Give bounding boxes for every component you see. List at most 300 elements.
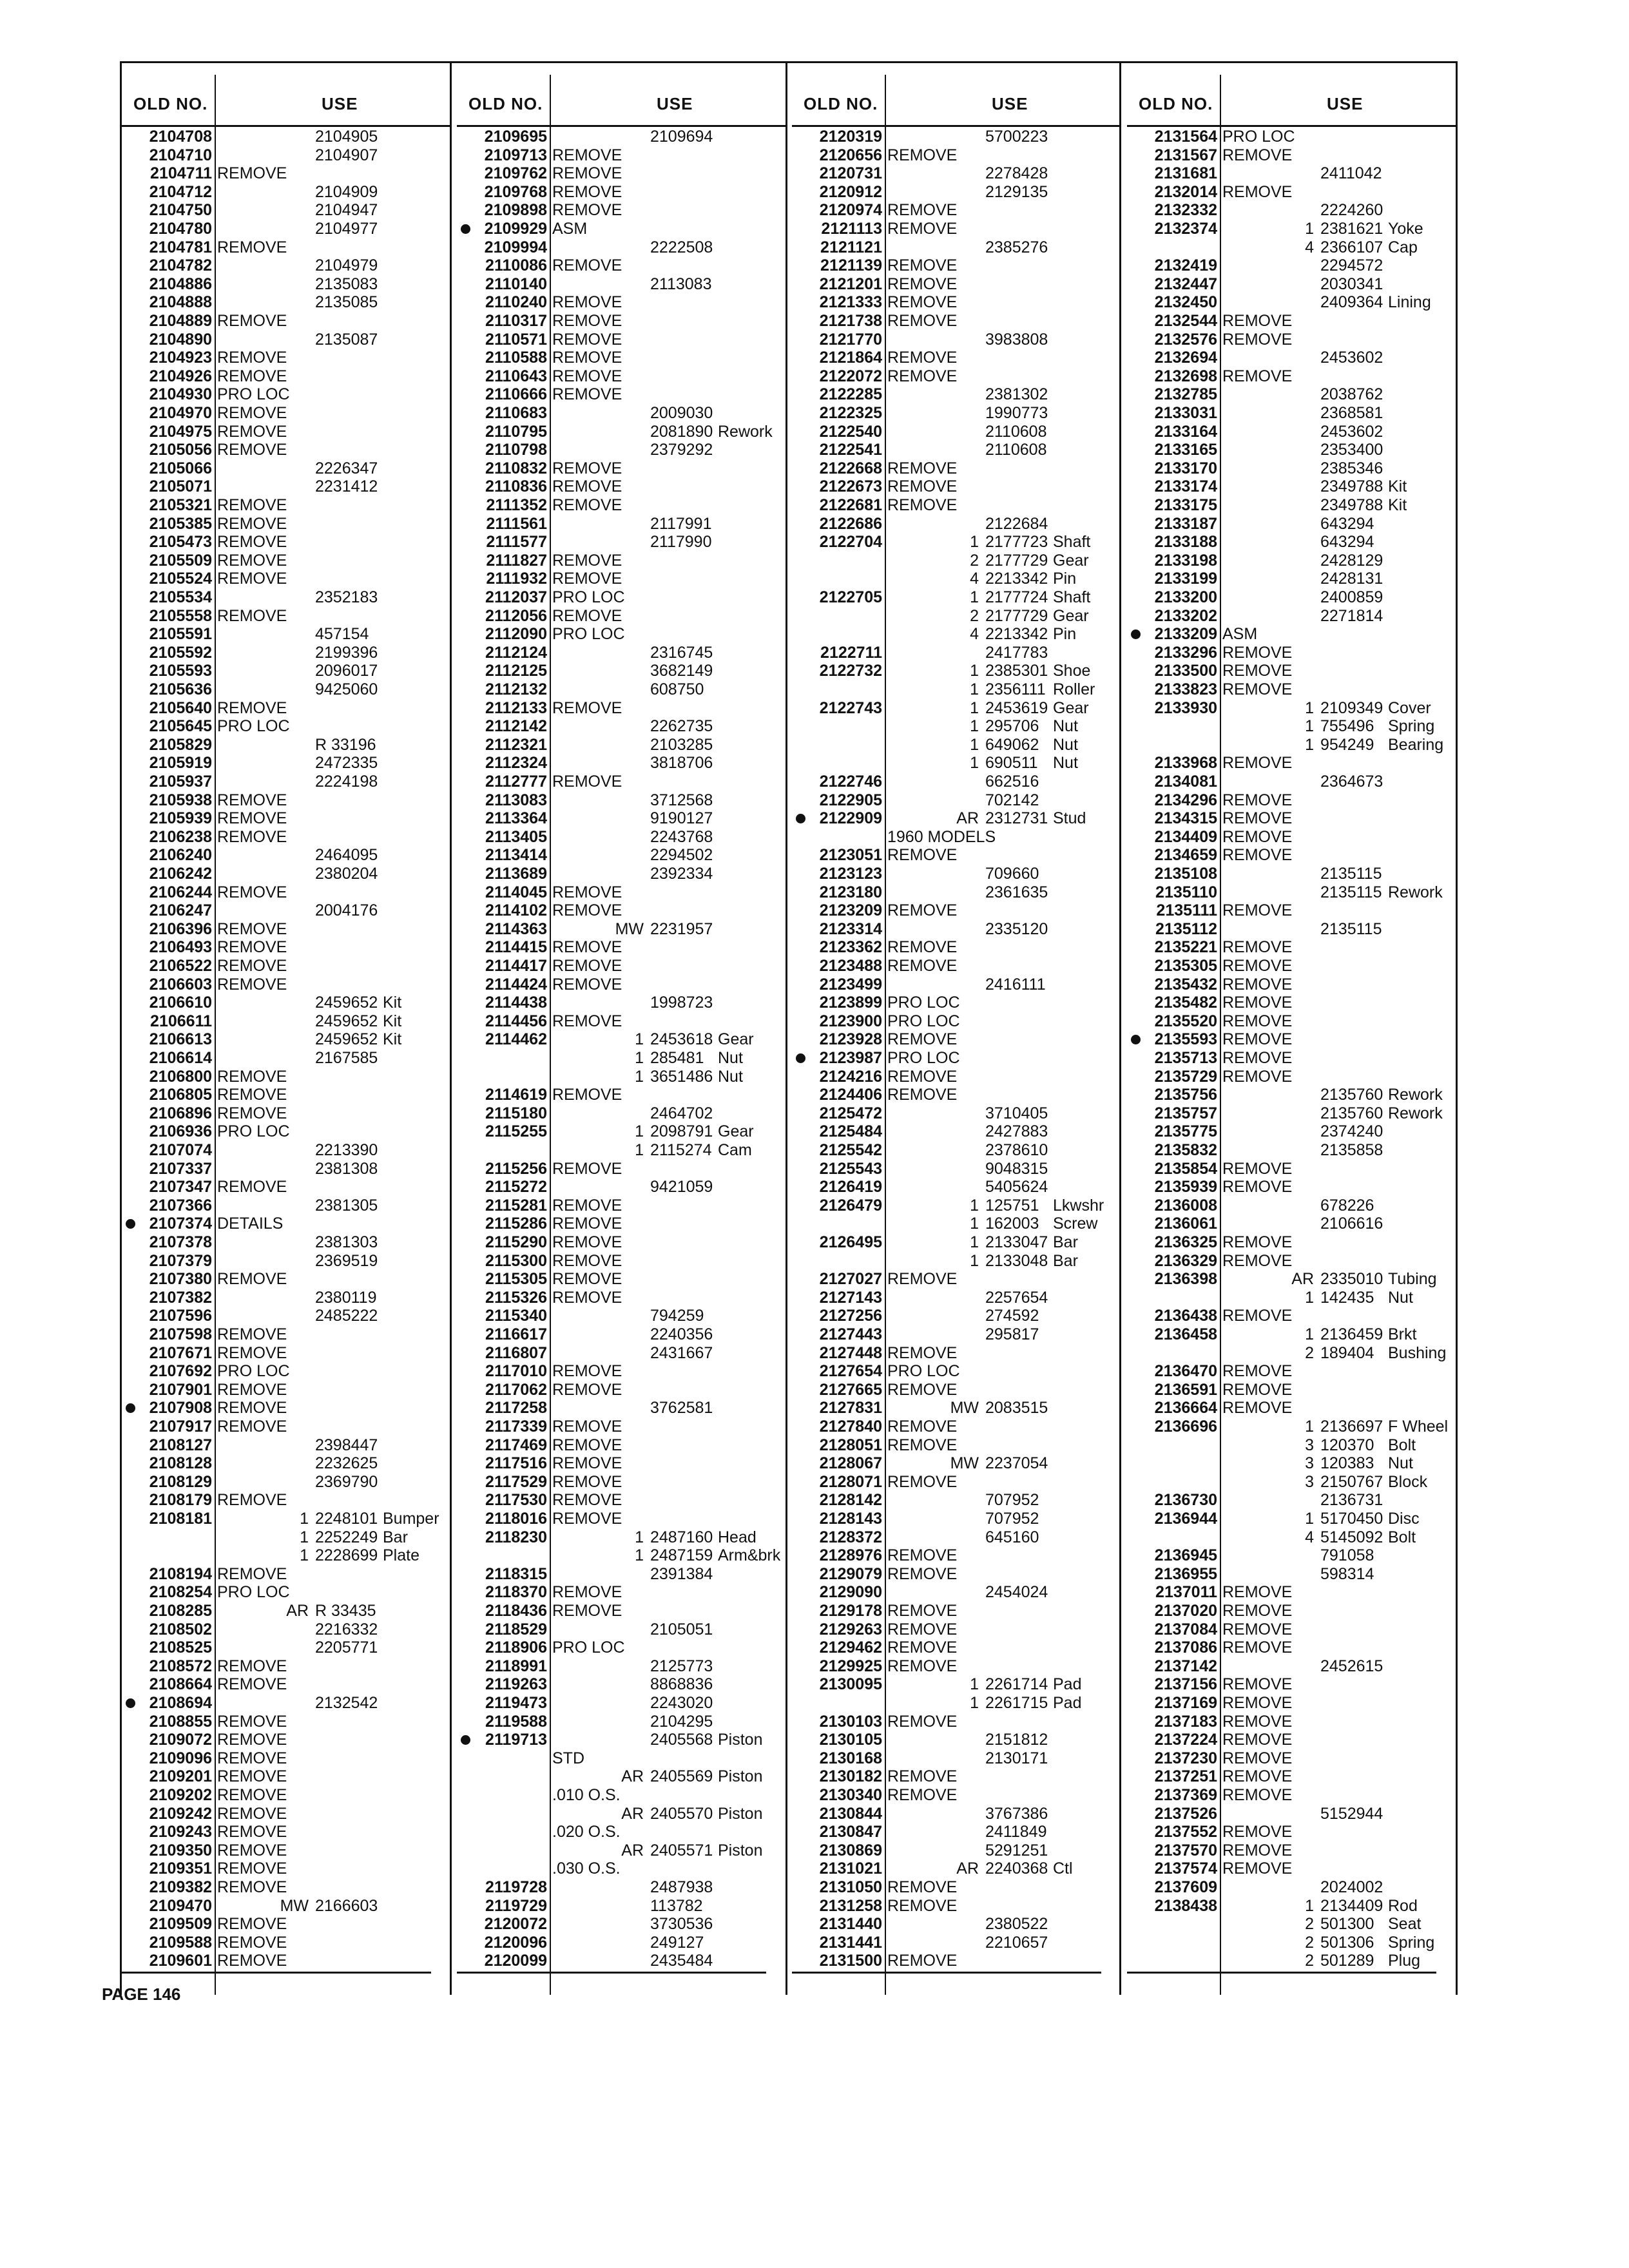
table-row	[792, 1436, 1121, 1455]
quantity: 1	[970, 754, 979, 773]
use-text: REMOVE	[217, 1657, 287, 1675]
old-number: 2136944	[1154, 1510, 1217, 1528]
old-number: 2109768	[484, 182, 547, 201]
use-part-number: 2454024	[985, 1583, 1048, 1602]
use-part-number: 2366107	[1320, 238, 1383, 256]
part-description: Bushing	[1388, 1343, 1447, 1362]
use-text: REMOVE	[1222, 330, 1293, 349]
table-row	[792, 1289, 1121, 1307]
use-part-number: 2122684	[985, 514, 1048, 533]
old-number: 2121333	[819, 293, 882, 312]
old-number: 2136470	[1154, 1362, 1217, 1381]
table-row	[792, 1657, 1121, 1676]
quantity: 1	[1305, 1325, 1314, 1343]
old-number: 2131564	[1154, 128, 1217, 146]
use-text: PRO LOC	[887, 1362, 960, 1381]
use-text: REMOVE	[217, 1178, 287, 1196]
old-number: 2104712	[149, 182, 212, 201]
use-text: REMOVE	[552, 496, 622, 514]
table-row	[457, 1749, 786, 1768]
table-row	[457, 1620, 786, 1639]
old-number: 2112090	[485, 625, 547, 644]
use-text: REMOVE	[217, 1564, 287, 1583]
old-number: 2110086	[485, 256, 547, 275]
table-row	[122, 349, 450, 367]
use-text: REMOVE	[552, 330, 622, 349]
table-row	[457, 312, 786, 331]
use-part-number: 2243768	[650, 827, 713, 846]
table-row	[122, 1012, 450, 1031]
old-number: 2125543	[819, 1159, 882, 1178]
use-text: REMOVE	[1222, 1380, 1293, 1399]
old-number: 2137156	[1154, 1675, 1217, 1694]
table-row	[792, 1012, 1121, 1031]
use-text: 1960 MODELS	[887, 827, 996, 846]
table-row	[792, 1215, 1121, 1233]
table-row	[122, 515, 450, 533]
table-row	[457, 1141, 786, 1160]
old-number: 2128372	[819, 1528, 882, 1546]
use-part-number: 2135085	[315, 293, 378, 312]
old-number: 2137169	[1154, 1694, 1217, 1712]
table-row	[792, 1823, 1121, 1841]
table-row	[122, 975, 450, 994]
table-row	[1127, 477, 1456, 496]
old-number: 2116807	[485, 1343, 547, 1362]
use-text: .010 O.S.	[552, 1786, 621, 1804]
use-part-number: 954249	[1320, 735, 1374, 754]
part-description: Shoe	[1053, 662, 1091, 680]
old-number: 2114424	[485, 975, 547, 994]
use-text: REMOVE	[552, 164, 622, 183]
use-part-number: 709660	[985, 865, 1039, 883]
old-number: 2134081	[1154, 773, 1217, 791]
quantity: 1	[635, 1122, 644, 1141]
part-description: Rework	[1388, 1086, 1443, 1104]
part-description: Rework	[718, 422, 773, 441]
use-part-number: 2381308	[315, 1159, 378, 1178]
old-number: 2122746	[819, 773, 882, 791]
old-number: 2135757	[1154, 1104, 1217, 1122]
table-row	[1127, 570, 1456, 588]
old-number: 2114415	[485, 938, 547, 957]
old-number: 2105056	[149, 441, 212, 459]
use-part-number: 2210657	[985, 1933, 1048, 1952]
old-number: 2104780	[149, 220, 212, 238]
old-number: 2122704	[819, 533, 882, 552]
table-row	[122, 699, 450, 718]
parts-table	[120, 61, 1458, 1995]
old-number: 2114462	[485, 1030, 547, 1049]
table-row	[457, 625, 786, 644]
table-row	[792, 164, 1121, 183]
table-row	[1127, 1068, 1456, 1086]
table-row	[457, 1215, 786, 1233]
old-number: 2135832	[1154, 1141, 1217, 1159]
quantity: AR	[956, 809, 979, 828]
use-part-number: 295706	[985, 717, 1039, 736]
table-row	[122, 828, 450, 847]
old-number: 2138438	[1154, 1896, 1217, 1915]
old-number: 2112777	[485, 773, 547, 791]
use-part-number: 2278428	[985, 164, 1048, 183]
table-row	[792, 736, 1121, 754]
old-number: 2113414	[485, 846, 547, 865]
table-row	[792, 1233, 1121, 1252]
table-row	[792, 1325, 1121, 1344]
use-part-number: 2135760	[1320, 1086, 1383, 1104]
old-number: 2135939	[1154, 1178, 1217, 1196]
use-text: REMOVE	[552, 551, 622, 570]
old-number: 2108285	[149, 1602, 212, 1620]
table-row	[457, 1675, 786, 1694]
use-text: PRO LOC	[217, 1362, 290, 1381]
table-row	[122, 1934, 450, 1952]
old-number: 2132694	[1154, 349, 1217, 367]
use-part-number: 120370	[1320, 1436, 1374, 1454]
use-part-number: 2103285	[650, 735, 713, 754]
column-group-1	[122, 63, 450, 1995]
old-number: 2133164	[1154, 422, 1217, 441]
table-row	[792, 1767, 1121, 1786]
old-number: 2106603	[149, 975, 212, 994]
table-row	[1127, 1878, 1456, 1897]
use-text: REMOVE	[217, 238, 287, 256]
table-row	[122, 1252, 450, 1271]
use-part-number: 295817	[985, 1325, 1039, 1343]
old-number: 2130844	[819, 1804, 882, 1823]
old-number: 2107596	[149, 1307, 212, 1325]
use-text: REMOVE	[1222, 1767, 1293, 1786]
table-row	[122, 791, 450, 810]
table-row	[792, 1915, 1121, 1934]
table-row	[457, 1012, 786, 1031]
use-text: REMOVE	[552, 773, 622, 791]
old-number: 2137574	[1154, 1860, 1217, 1878]
use-part-number: 2411849	[985, 1823, 1047, 1841]
use-header: USE	[1327, 94, 1364, 113]
use-text: REMOVE	[552, 1491, 622, 1510]
use-text: REMOVE	[887, 1472, 958, 1491]
use-text: REMOVE	[217, 1104, 287, 1122]
use-text: REMOVE	[217, 1786, 287, 1804]
table-row	[457, 1436, 786, 1455]
old-number: 2122743	[819, 698, 882, 717]
table-row	[457, 256, 786, 275]
table-row	[457, 1122, 786, 1141]
use-part-number: 5145092	[1320, 1528, 1383, 1546]
old-number: 2129462	[819, 1639, 882, 1657]
use-text: REMOVE	[887, 496, 958, 514]
table-row	[122, 1122, 450, 1141]
table-row	[122, 1344, 450, 1363]
table-row	[457, 736, 786, 754]
use-text: REMOVE	[887, 1878, 958, 1896]
use-part-number: 2133048	[985, 1251, 1048, 1270]
table-row	[122, 957, 450, 975]
old-number: 2137251	[1154, 1767, 1217, 1786]
table-row	[1127, 1418, 1456, 1436]
old-number: 2107598	[149, 1325, 212, 1343]
table-row	[1127, 1049, 1456, 1068]
table-row	[457, 183, 786, 202]
table-row	[457, 1104, 786, 1123]
table-row	[792, 1307, 1121, 1325]
old-number: 2106240	[149, 846, 212, 865]
use-part-number: 2136459	[1320, 1325, 1383, 1343]
table-row	[122, 754, 450, 773]
table-row	[457, 1602, 786, 1620]
table-row	[792, 1934, 1121, 1952]
table-row	[792, 717, 1121, 736]
old-number: 2108525	[149, 1639, 212, 1657]
table-row	[792, 920, 1121, 939]
table-row	[122, 662, 450, 680]
use-text: REMOVE	[552, 312, 622, 330]
quantity: AR	[621, 1841, 644, 1860]
old-number: 2122540	[819, 422, 882, 441]
quantity: 3	[1305, 1472, 1314, 1491]
table-row	[1127, 717, 1456, 736]
table-row	[792, 1639, 1121, 1657]
old-number: 2106493	[149, 938, 212, 957]
old-no-header: OLD NO.	[1139, 94, 1213, 113]
use-text: REMOVE	[887, 1380, 958, 1399]
old-number: 2105938	[149, 791, 212, 809]
old-number: 2106522	[149, 957, 212, 975]
use-text: REMOVE	[217, 570, 287, 588]
part-description: Stud	[1053, 809, 1086, 828]
use-part-number: 2226347	[315, 459, 378, 477]
use-text: REMOVE	[1222, 827, 1293, 846]
table-row	[457, 1325, 786, 1344]
old-number: 2105645	[149, 717, 212, 736]
old-number: 2110317	[485, 312, 547, 330]
table-row	[1127, 1860, 1456, 1878]
use-text: REMOVE	[217, 1749, 287, 1767]
old-number: 2105593	[149, 662, 212, 680]
old-number: 2118436	[485, 1602, 547, 1620]
old-number: 2108194	[149, 1564, 212, 1583]
table-row	[792, 385, 1121, 404]
use-part-number: 3762581	[650, 1399, 713, 1418]
use-part-number: 285481	[650, 1049, 704, 1067]
table-row	[457, 1767, 786, 1786]
old-number: 2137183	[1154, 1712, 1217, 1731]
table-row	[792, 293, 1121, 312]
old-number: 2104781	[149, 238, 212, 256]
table-row	[792, 1528, 1121, 1547]
use-text: PRO LOC	[887, 1049, 960, 1067]
old-number: 2132014	[1154, 182, 1217, 201]
old-number: 2123123	[819, 865, 882, 883]
old-number: 2106396	[149, 919, 212, 938]
use-part-number: 2381621	[1320, 220, 1383, 238]
use-text: REMOVE	[552, 1012, 622, 1030]
old-number: 2119728	[485, 1878, 547, 1896]
old-number: 2132332	[1154, 201, 1217, 220]
old-number: 2133165	[1154, 441, 1217, 459]
use-part-number: 2104909	[315, 182, 378, 201]
old-number: 2135432	[1154, 975, 1217, 994]
old-number: 2106805	[149, 1086, 212, 1104]
old-number: 2118529	[485, 1620, 547, 1639]
use-text: REMOVE	[1222, 1731, 1293, 1749]
table-row	[122, 293, 450, 312]
use-text: REMOVE	[887, 1343, 958, 1362]
use-text: REMOVE	[552, 1510, 622, 1528]
use-part-number: 249127	[650, 1933, 704, 1952]
old-number: 2131440	[819, 1915, 882, 1934]
part-description: Nut	[1053, 754, 1078, 773]
old-number: 2106613	[149, 1030, 212, 1049]
use-part-number: 2216332	[315, 1620, 378, 1639]
use-text: .030 O.S.	[552, 1860, 621, 1878]
table-row	[122, 1694, 450, 1713]
old-number: 2135111	[1156, 901, 1217, 920]
table-row	[122, 736, 450, 754]
use-part-number: 2294502	[650, 846, 713, 865]
table-row	[1127, 164, 1456, 183]
old-number: 2131681	[1154, 164, 1217, 183]
table-row	[122, 367, 450, 386]
use-text: REMOVE	[1222, 1860, 1293, 1878]
old-number: 2104889	[149, 312, 212, 330]
old-number: 2129079	[819, 1564, 882, 1583]
old-number: 2126495	[819, 1233, 882, 1251]
old-number: 2105509	[149, 551, 212, 570]
old-number: 2115300	[485, 1251, 547, 1270]
quantity: MW	[950, 1399, 979, 1418]
use-part-number: 5291251	[985, 1841, 1048, 1860]
table-row	[122, 883, 450, 902]
use-text: REMOVE	[1222, 1399, 1293, 1418]
quantity: 4	[970, 625, 979, 644]
part-description: Bolt	[1388, 1436, 1416, 1454]
table-row	[792, 975, 1121, 994]
old-number: 2107382	[149, 1288, 212, 1307]
old-number: 2112124	[485, 643, 547, 662]
table-row	[457, 1823, 786, 1841]
page-number: PAGE 146	[102, 1984, 181, 2004]
table-row	[792, 1086, 1121, 1104]
use-part-number: 5170450	[1320, 1510, 1383, 1528]
use-part-number: 645160	[985, 1528, 1039, 1546]
old-number: 2136325	[1154, 1233, 1217, 1251]
table-row	[122, 1030, 450, 1049]
use-text: REMOVE	[1222, 1786, 1293, 1804]
quantity: 4	[1305, 238, 1314, 256]
use-part-number: 2135115	[1320, 919, 1382, 938]
use-part-number: 2427883	[985, 1122, 1048, 1141]
table-row	[1127, 865, 1456, 883]
old-number: 2121201	[819, 274, 882, 293]
use-text: REMOVE	[217, 1860, 287, 1878]
old-number: 2137609	[1154, 1878, 1217, 1896]
use-text: REMOVE	[552, 883, 622, 901]
table-row	[122, 1713, 450, 1731]
use-text: REMOVE	[887, 146, 958, 164]
use-text: REMOVE	[217, 1804, 287, 1823]
use-part-number: 2409364	[1320, 293, 1383, 312]
table-row	[122, 275, 450, 294]
table-row	[792, 1694, 1121, 1713]
table-row	[792, 570, 1121, 588]
quantity: AR	[286, 1602, 309, 1620]
use-part-number: 5405624	[985, 1178, 1048, 1196]
table-row	[457, 552, 786, 570]
use-text: REMOVE	[552, 1288, 622, 1307]
table-row	[122, 128, 450, 146]
use-text: REMOVE	[552, 459, 622, 477]
old-number: 2106936	[149, 1122, 212, 1141]
old-number: 2108179	[149, 1491, 212, 1510]
table-row	[122, 1805, 450, 1823]
table-row	[122, 1473, 450, 1492]
quantity: AR	[621, 1804, 644, 1823]
old-number: 2107901	[149, 1380, 212, 1399]
old-number: 2131021	[819, 1860, 882, 1878]
use-text: REMOVE	[217, 827, 287, 846]
table-row	[1127, 1252, 1456, 1271]
quantity: 1	[970, 1675, 979, 1694]
use-part-number: 2115274	[650, 1141, 712, 1159]
column-group-2	[457, 63, 786, 1995]
old-number: 2122711	[820, 643, 882, 662]
use-part-number: 2177729	[985, 606, 1048, 625]
table-row	[122, 901, 450, 920]
table-row	[457, 1713, 786, 1731]
use-part-number: 2135760	[1320, 1104, 1383, 1122]
old-number: 2115326	[485, 1288, 547, 1307]
table-row	[122, 1786, 450, 1805]
quantity: 1	[970, 735, 979, 754]
use-part-number: R 33196	[315, 735, 376, 754]
part-description: Cam	[718, 1141, 752, 1159]
old-number: 2137526	[1154, 1804, 1217, 1823]
old-number: 2114363	[485, 919, 547, 938]
use-part-number: 2024002	[1320, 1878, 1383, 1896]
table-row	[122, 1860, 450, 1878]
use-text: REMOVE	[552, 570, 622, 588]
use-text: REMOVE	[217, 1731, 287, 1749]
table-row	[1127, 1528, 1456, 1547]
old-number: 2108694	[149, 1694, 212, 1712]
old-number: 2107347	[149, 1178, 212, 1196]
use-part-number: 113782	[650, 1896, 703, 1915]
old-number: 2108128	[149, 1454, 212, 1473]
use-text: REMOVE	[552, 1602, 622, 1620]
use-text: REMOVE	[217, 809, 287, 828]
table-row	[457, 164, 786, 183]
use-part-number: 791058	[1320, 1546, 1374, 1565]
table-row	[1127, 183, 1456, 202]
use-part-number: 2081890	[650, 422, 713, 441]
use-part-number: 1990773	[985, 404, 1048, 422]
column-header	[792, 63, 1121, 127]
use-text: REMOVE	[552, 1418, 622, 1436]
use-part-number: 2199396	[315, 643, 378, 662]
use-text: REMOVE	[887, 1712, 958, 1731]
old-number: 2106244	[149, 883, 212, 901]
use-text: PRO LOC	[217, 1122, 290, 1141]
old-number: 2128142	[819, 1491, 882, 1510]
use-part-number: 2335120	[985, 919, 1048, 938]
part-description: Pad	[1053, 1675, 1082, 1694]
part-description: Bumper	[383, 1510, 439, 1528]
table-row	[792, 846, 1121, 865]
use-part-number: 2352183	[315, 588, 378, 606]
